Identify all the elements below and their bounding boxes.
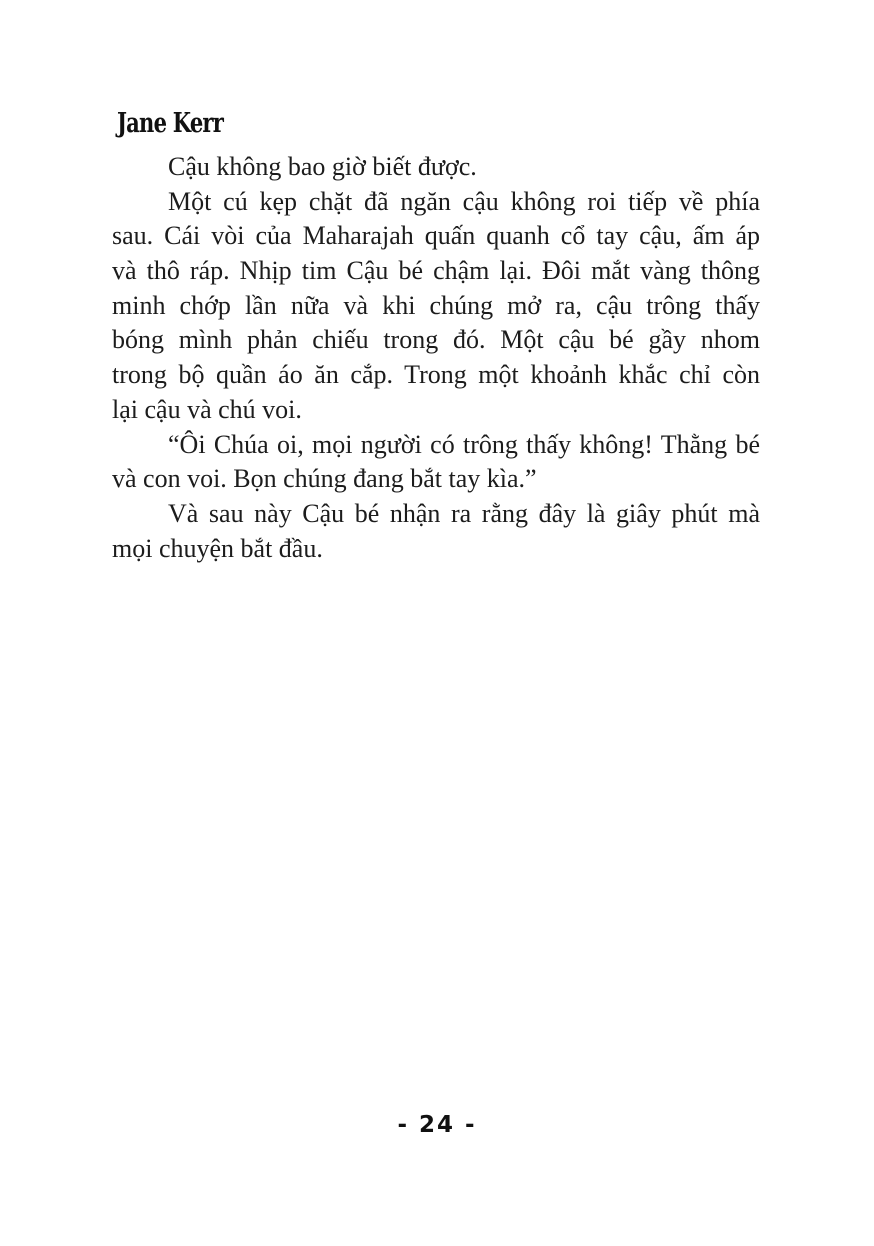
running-header-author: Jane Kerr <box>117 108 224 139</box>
text-line: sau. Cái vòi của Maharajah quấn quanh cổ tay cậu, ấm áp <box>112 221 760 251</box>
text-line: minh chớp lần nữa và khi chúng mở ra, cậu trông thấy <box>112 290 760 320</box>
text-line: Và sau này Cậu bé nhận ra rằng đây là giây phút mà <box>168 498 760 528</box>
page-number: - 24 - <box>397 1112 477 1138</box>
text-line: và con voi. Bọn chúng đang bắt tay kìa.” <box>112 464 537 494</box>
paragraph <box>112 497 760 566</box>
text-line: Một cú kẹp chặt đã ngăn cậu không roi tiếp về phía <box>168 186 760 216</box>
text-line: “Ôi Chúa oi, mọi người có trông thấy không! Thằng bé <box>168 429 760 459</box>
text-line: lại cậu và chú voi. <box>112 394 302 424</box>
text-line: bóng mình phản chiếu trong đó. Một cậu bé gầy nhom <box>112 325 760 355</box>
body-text-block <box>112 150 760 566</box>
text-line: trong bộ quần áo ăn cắp. Trong một khoảnh khắc chỉ còn <box>112 360 760 390</box>
paragraph <box>112 185 760 428</box>
text-line: mọi chuyện bắt đầu. <box>112 533 323 563</box>
text-line: và thô ráp. Nhịp tim Cậu bé chậm lại. Đôi mắt vàng thông <box>112 256 760 286</box>
paragraph <box>112 150 760 185</box>
paragraph <box>112 428 760 497</box>
text-line: Cậu không bao giờ biết được. <box>168 152 477 181</box>
